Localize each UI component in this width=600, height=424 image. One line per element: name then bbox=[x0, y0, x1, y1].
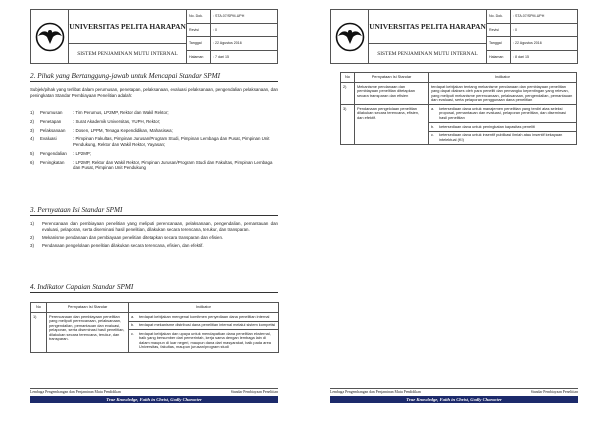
footer-institution: Lembaga Pengembangan dan Penjaminan Mutu Pendidikan bbox=[30, 390, 121, 394]
item-value: : LP2MP; bbox=[73, 150, 92, 156]
list-item bbox=[30, 128, 278, 134]
indicator-text: terdapat kebijakan dan upaya untuk mendapatkan dana penelitian eksternal, baik yang bersumber dari pemerintah, kerja sama dengan lembaga lain di dalam maupun di luar negeri, maupun dana dari masyarakat, baik pada area Universitas, fakultas, maupun jurusan/program studi bbox=[139, 330, 271, 350]
document-page-right bbox=[300, 0, 600, 424]
table-header-row bbox=[341, 73, 577, 83]
item-label: Pengendalian bbox=[40, 150, 67, 156]
footer-standard-name: Standar Pembiayaan Penelitian bbox=[530, 390, 578, 394]
section-2-title: 2. Pihak yang Bertanggung-jawab untuk Mencapai Standar SPMI bbox=[30, 72, 278, 82]
item-text: Perencanaan dan pembiayaan penelitian yang meliputi perencanaan, pelaksanaan, pengendalian, pemantauan dan evaluasi, pelaporan, serta diseminasi hasil penelitian, dilakukan secara terencana, terukur, dan transparan. bbox=[42, 221, 278, 232]
system-name: SISTEM PENJAMINAN MUTU INTERNAL bbox=[377, 50, 478, 57]
item-label: Perumusan bbox=[40, 110, 63, 115]
indicator-letter: b. bbox=[131, 322, 135, 328]
university-name: UNIVERSITAS PELITA HARAPAN bbox=[69, 10, 186, 44]
list-item bbox=[30, 160, 278, 171]
footer-motto: True Knowledge, Faith in Christ, Godly Character bbox=[330, 396, 578, 403]
list-item bbox=[30, 110, 278, 116]
item-number: 5) bbox=[30, 150, 34, 156]
meta-value: : 22 Agustus 2016 bbox=[513, 41, 542, 46]
document-header bbox=[330, 9, 578, 64]
item-number: 4) bbox=[30, 136, 34, 142]
indicator-letter: b. bbox=[431, 123, 435, 129]
item-value: : Tim Perumus, LP2MP, Rektor dan Wakil Rektor; bbox=[73, 110, 169, 115]
footer-divider bbox=[30, 388, 278, 389]
university-logo bbox=[31, 10, 69, 63]
item-number: 2) bbox=[30, 118, 34, 124]
university-logo bbox=[331, 10, 369, 63]
meta-value: : 0 bbox=[213, 27, 217, 32]
meta-key: No. Dok. bbox=[487, 10, 511, 23]
item-number: 6) bbox=[30, 159, 34, 165]
item-number: 3) bbox=[30, 242, 34, 248]
footer-divider bbox=[330, 388, 578, 389]
item-value: : Surat Akademik Universitas, YUPH, Rektor; bbox=[73, 118, 161, 124]
indicator-letter: a. bbox=[431, 105, 435, 111]
item-value: : LP2MP, Rektor dan Wakil Rektor, Pimpinan Jurusan/Program Studi dan Fakultas, Pimpinan Lembaga dan Pusat, Pimpinan Unit Pendukung bbox=[73, 159, 273, 171]
meta-key: Revisi bbox=[487, 24, 511, 37]
system-name: SISTEM PENJAMINAN MUTU INTERNAL bbox=[77, 50, 178, 57]
row-number: 2) bbox=[341, 83, 355, 105]
meta-key: No. Dok. bbox=[187, 10, 211, 23]
meta-key: Halaman bbox=[487, 51, 511, 64]
indicator-table bbox=[30, 302, 279, 353]
document-meta bbox=[187, 10, 277, 63]
item-value: : Dosen, LPPM, Tenaga Kependidikan, Mahasiswa; bbox=[73, 127, 173, 133]
item-number: 3) bbox=[30, 127, 34, 133]
list-item bbox=[30, 235, 278, 241]
meta-key: Tanggal bbox=[487, 37, 511, 50]
indicator-text: terdapat kebijakan tentang mekanisme pendanaan dan pembiayaan penelitian yang dapat diakses oleh para peneliti dan pemangku kepentingan yang relevan, yang meliputi mekanisme perencanaan, pelaksanaan, pengendalian, pemantauan dan evaluasi, serta pelaporan penggunaan dana penelitian bbox=[431, 83, 573, 103]
row-indicators bbox=[429, 83, 577, 105]
footer-standard-name: Standar Pembiayaan Penelitian bbox=[230, 390, 278, 394]
meta-value: : STA.07/SPM-UPH bbox=[213, 14, 245, 19]
item-label: Penetapan bbox=[40, 118, 62, 124]
indicator-text: terdapat mekanisme distribusi dana penelitian internal melalui sistem kompetisi bbox=[139, 322, 276, 328]
section-4-title: 4. Indikator Capaian Standar SPMI bbox=[30, 283, 278, 293]
meta-value: : 22 Agustus 2016 bbox=[213, 41, 242, 46]
item-text: Pendanaan pengelolaan penelitian dilakukan secara terencana, efisien, dan efektif. bbox=[42, 242, 204, 248]
indicator-letter: a. bbox=[131, 313, 135, 319]
list-item bbox=[30, 221, 278, 232]
indicator-text: terdapat kebijakan mengenai komitmen penyediaan dana penelitian internal bbox=[139, 313, 270, 319]
list-item bbox=[30, 243, 278, 249]
row-indicators bbox=[429, 105, 577, 145]
list-item bbox=[30, 119, 278, 125]
row-indicators bbox=[129, 313, 279, 353]
item-text: Mekanisme pendanaan dan pembiayaan penelitian ditetapkan secara transparan dan efisien. bbox=[42, 234, 224, 240]
responsibility-list bbox=[30, 110, 278, 174]
footer-institution: Lembaga Pengembangan dan Penjaminan Mutu Pendidikan bbox=[330, 390, 421, 394]
row-number: 1) bbox=[31, 313, 47, 353]
indicator-item bbox=[129, 313, 278, 322]
indicator-item bbox=[429, 105, 576, 123]
indicator-item bbox=[429, 132, 576, 144]
list-item bbox=[30, 151, 278, 157]
column-header: Pernyataan Isi Standar bbox=[355, 73, 429, 83]
indicator-item bbox=[429, 123, 576, 132]
column-header: Indikator bbox=[129, 303, 279, 313]
meta-key: Halaman bbox=[187, 51, 211, 64]
list-item bbox=[30, 136, 278, 147]
meta-key: Tanggal bbox=[187, 37, 211, 50]
row-number: 3) bbox=[341, 105, 355, 145]
section-2-intro: Subjek/pihak yang terlibat dalam perumusan, penetapan, pelaksanaan, evaluasi pelaksanaan, pengendalian pelaksanaan, dan peningkatan Standar Pembiayaan Penelitian adalah: bbox=[30, 87, 278, 98]
indicator-table-continued bbox=[340, 72, 577, 145]
item-label: Pelaksanaan bbox=[40, 127, 66, 133]
section-3-title: 3. Pernyataan Isi Standar SPMI bbox=[30, 206, 278, 216]
row-statement: Pendanaan pengelolaan penelitian dilakukan secara terencana, efisien, dan efektif. bbox=[355, 105, 429, 145]
item-label: Evaluasi bbox=[40, 136, 57, 142]
table-row bbox=[31, 313, 279, 353]
column-header: Pernyataan Isi Standar bbox=[47, 303, 129, 313]
row-statement: Mekanisme pendanaan dan pembiayaan penelitian ditetapkan secara transparan dan efisien bbox=[355, 83, 429, 105]
indicator-letter: c. bbox=[131, 330, 135, 336]
eagle-logo-icon bbox=[335, 22, 365, 52]
indicator-text: ketersediaan dana untuk insentif publikasi ilmiah atau insentif kekayaan intelektual (KI) bbox=[439, 132, 563, 142]
table-row bbox=[341, 83, 577, 105]
page-number: : 8 dari 15 bbox=[513, 54, 529, 59]
eagle-logo-icon bbox=[35, 22, 65, 52]
indicator-text: ketersediaan dana untuk manajemen penelitian yang terdiri atas seleksi proposal, pemantauan dan evaluasi, pelaporan penelitian, dan diseminasi hasil penelitian bbox=[439, 105, 566, 121]
column-header: No bbox=[341, 73, 355, 83]
table-header-row bbox=[31, 303, 279, 313]
indicator-item bbox=[129, 330, 278, 351]
standard-statement-list bbox=[30, 221, 278, 251]
document-header bbox=[30, 9, 278, 64]
meta-value: : 0 bbox=[513, 27, 517, 32]
item-number: 1) bbox=[30, 221, 34, 226]
footer-motto: True Knowledge, Faith in Christ, Godly Character bbox=[30, 396, 278, 403]
meta-key: Revisi bbox=[187, 24, 211, 37]
university-name: UNIVERSITAS PELITA HARAPAN bbox=[369, 10, 486, 44]
table-row bbox=[341, 105, 577, 145]
meta-value: : STA.07/SPM-UPH bbox=[513, 14, 545, 19]
document-meta bbox=[487, 10, 577, 63]
indicator-letter: c. bbox=[431, 132, 435, 138]
page-number: : 7 dari 15 bbox=[213, 54, 229, 59]
column-header: Indikator bbox=[429, 73, 577, 83]
item-value: : Pimpinan Fakultas, Pimpinan Jurusan/Program Studi, Pimpinan Lembaga dan Pusat, Pimpinan Unit Pendukung, Rektor dan Wakil Rektor, Yayasan; bbox=[73, 136, 270, 147]
item-number: 1) bbox=[30, 110, 34, 115]
item-number: 2) bbox=[30, 234, 34, 240]
indicator-text: ketersediaan dana untuk peningkatan kapasitas peneliti bbox=[439, 123, 535, 129]
indicator-item bbox=[129, 322, 278, 331]
column-header: No bbox=[31, 303, 47, 313]
item-label: Peningkatan bbox=[40, 159, 65, 165]
row-statement: Perencanaan dan pembiayaan penelitian yang meliputi perencanaan, pelaksanaan, pengendalian, pemantauan dan evaluasi, pelaporan, serta diseminasi hasil penelitian, dilakukan secara terencana, terukur, dan transparan. bbox=[47, 313, 129, 353]
